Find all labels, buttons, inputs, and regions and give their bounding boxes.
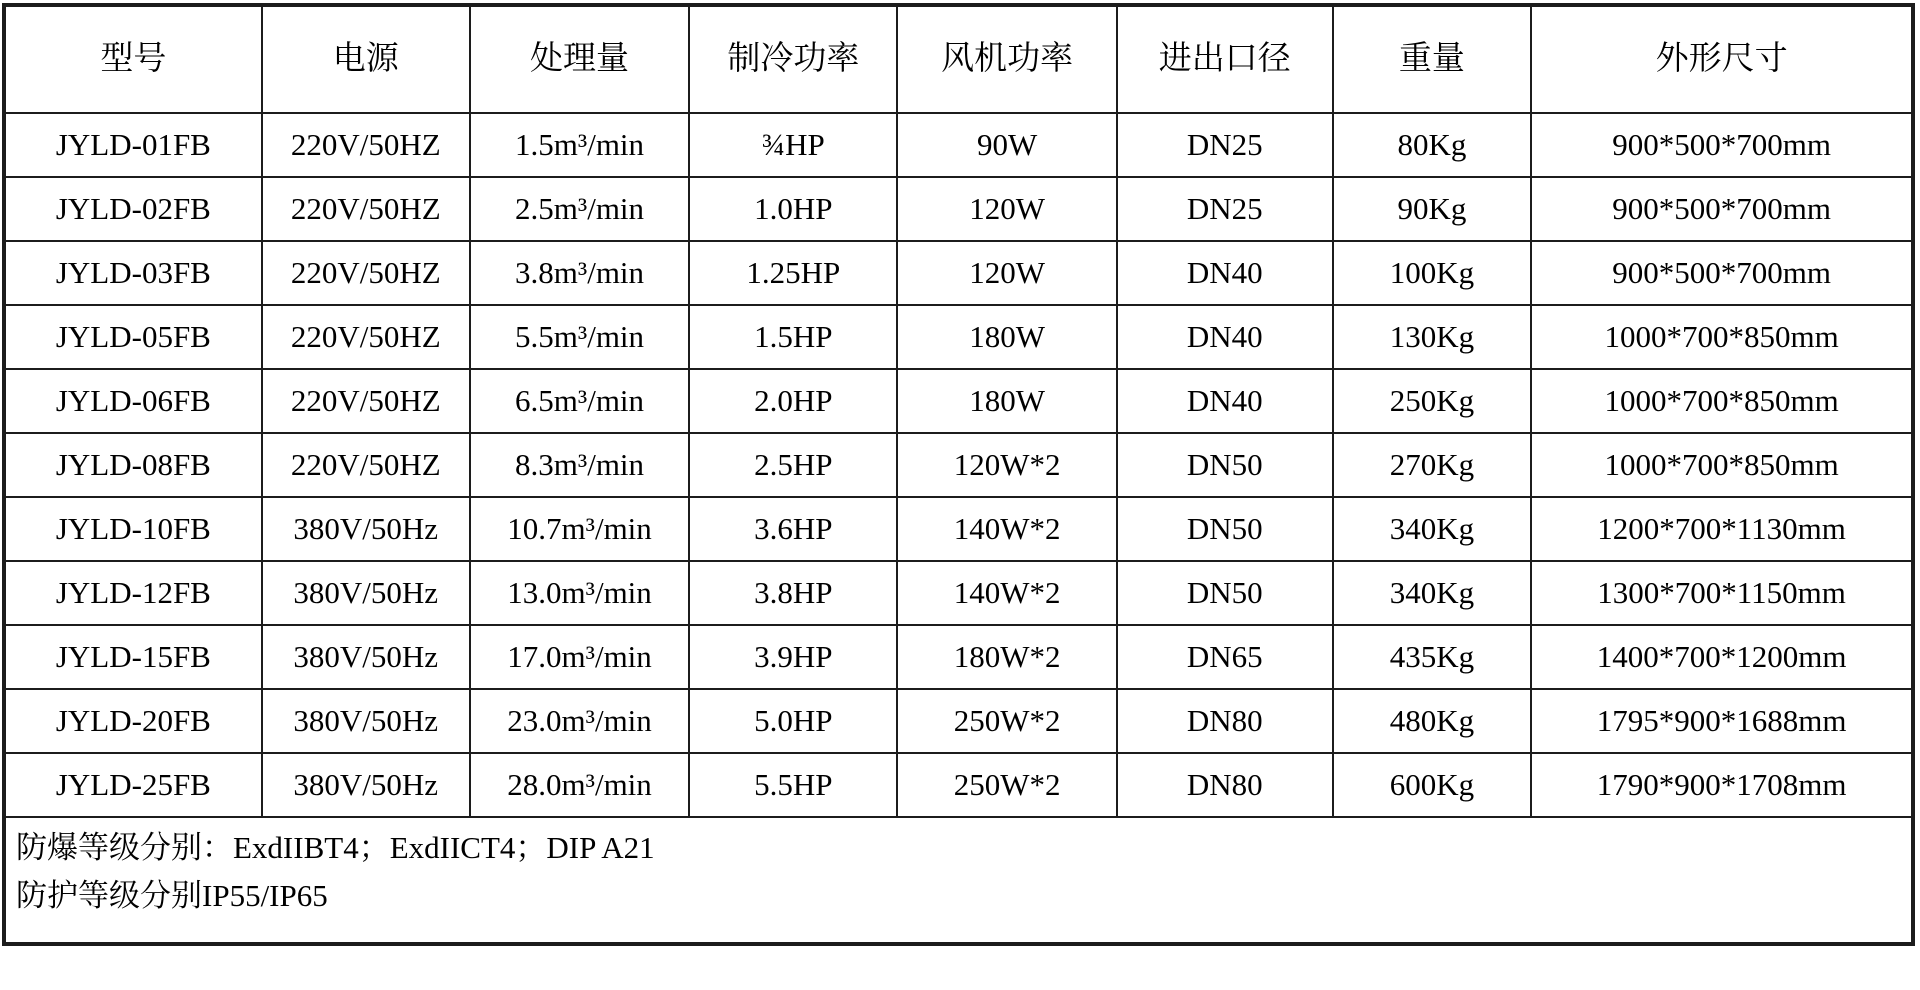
table-cell: 5.0HP [689, 689, 897, 753]
table-cell: 900*500*700mm [1531, 241, 1913, 305]
header-cell-3: 制冷功率 [689, 5, 897, 113]
table-cell: 140W*2 [897, 561, 1117, 625]
table-cell: 380V/50Hz [262, 561, 470, 625]
table-row [4, 177, 1913, 241]
table-row [4, 241, 1913, 305]
table-row [4, 753, 1913, 817]
table-cell: JYLD-25FB [4, 753, 262, 817]
table-cell: 220V/50HZ [262, 241, 470, 305]
table-cell: JYLD-10FB [4, 497, 262, 561]
table-cell: 435Kg [1333, 625, 1532, 689]
table-cell: 3.6HP [689, 497, 897, 561]
table-cell: 90Kg [1333, 177, 1532, 241]
table-cell: 270Kg [1333, 433, 1532, 497]
header-cell-2: 处理量 [470, 5, 690, 113]
table-cell: 250W*2 [897, 753, 1117, 817]
table-cell: JYLD-12FB [4, 561, 262, 625]
table-cell: DN40 [1117, 241, 1333, 305]
table-row [4, 113, 1913, 177]
table-cell: JYLD-08FB [4, 433, 262, 497]
table-cell: 1200*700*1130mm [1531, 497, 1913, 561]
table-cell: 380V/50Hz [262, 689, 470, 753]
spec-table-body [4, 113, 1913, 817]
table-cell: 1000*700*850mm [1531, 305, 1913, 369]
table-cell: 180W*2 [897, 625, 1117, 689]
table-cell: 28.0m³/min [470, 753, 690, 817]
header-cell-0: 型号 [4, 5, 262, 113]
table-cell: 380V/50Hz [262, 753, 470, 817]
table-cell: 1795*900*1688mm [1531, 689, 1913, 753]
table-cell: 1.5m³/min [470, 113, 690, 177]
header-cell-6: 重量 [1333, 5, 1532, 113]
table-cell: DN50 [1117, 433, 1333, 497]
table-cell: 120W [897, 241, 1117, 305]
table-cell: 380V/50Hz [262, 497, 470, 561]
table-cell: 120W*2 [897, 433, 1117, 497]
notes-cell [4, 817, 1913, 944]
table-cell: 1000*700*850mm [1531, 369, 1913, 433]
table-cell: 1.5HP [689, 305, 897, 369]
table-cell: 220V/50HZ [262, 433, 470, 497]
table-cell: ¾HP [689, 113, 897, 177]
table-cell: 13.0m³/min [470, 561, 690, 625]
spec-table-footer [4, 817, 1913, 944]
table-row [4, 689, 1913, 753]
table-cell: 3.9HP [689, 625, 897, 689]
table-cell: 130Kg [1333, 305, 1532, 369]
table-row [4, 369, 1913, 433]
table-cell: 220V/50HZ [262, 369, 470, 433]
table-cell: JYLD-05FB [4, 305, 262, 369]
table-cell: DN25 [1117, 113, 1333, 177]
table-cell: 250W*2 [897, 689, 1117, 753]
table-cell: 1.0HP [689, 177, 897, 241]
table-cell: 17.0m³/min [470, 625, 690, 689]
table-cell: 5.5HP [689, 753, 897, 817]
table-row [4, 625, 1913, 689]
protection-rating-note: 防护等级分别IP55/IP65 [16, 878, 328, 914]
table-cell: JYLD-15FB [4, 625, 262, 689]
table-cell: 2.0HP [689, 369, 897, 433]
table-cell: JYLD-01FB [4, 113, 262, 177]
table-cell: JYLD-20FB [4, 689, 262, 753]
table-cell: DN80 [1117, 689, 1333, 753]
table-cell: 1.25HP [689, 241, 897, 305]
table-cell: 140W*2 [897, 497, 1117, 561]
spec-table [2, 3, 1915, 946]
table-cell: JYLD-02FB [4, 177, 262, 241]
table-cell: 23.0m³/min [470, 689, 690, 753]
table-cell: 120W [897, 177, 1117, 241]
header-row [4, 5, 1913, 113]
table-cell: 2.5m³/min [470, 177, 690, 241]
header-cell-7: 外形尺寸 [1531, 5, 1913, 113]
table-cell: 340Kg [1333, 561, 1532, 625]
table-row [4, 497, 1913, 561]
table-cell: 900*500*700mm [1531, 113, 1913, 177]
spec-table-header [4, 5, 1913, 113]
table-cell: DN40 [1117, 305, 1333, 369]
table-cell: 2.5HP [689, 433, 897, 497]
table-cell: DN65 [1117, 625, 1333, 689]
table-cell: 1790*900*1708mm [1531, 753, 1913, 817]
table-cell: 5.5m³/min [470, 305, 690, 369]
explosion-proof-note: 防爆等级分别：ExdIIBT4；ExdIICT4；DIP A21 [16, 830, 655, 865]
table-cell: JYLD-06FB [4, 369, 262, 433]
table-cell: 6.5m³/min [470, 369, 690, 433]
table-cell: 380V/50Hz [262, 625, 470, 689]
table-cell: 900*500*700mm [1531, 177, 1913, 241]
table-cell: 480Kg [1333, 689, 1532, 753]
notes-row [4, 817, 1913, 944]
table-cell: DN50 [1117, 561, 1333, 625]
table-cell: DN80 [1117, 753, 1333, 817]
table-cell: DN25 [1117, 177, 1333, 241]
table-cell: 250Kg [1333, 369, 1532, 433]
table-cell: 180W [897, 369, 1117, 433]
table-cell: 1400*700*1200mm [1531, 625, 1913, 689]
table-cell: 1300*700*1150mm [1531, 561, 1913, 625]
table-cell: 220V/50HZ [262, 305, 470, 369]
table-cell: 3.8HP [689, 561, 897, 625]
table-cell: 3.8m³/min [470, 241, 690, 305]
table-cell: 1000*700*850mm [1531, 433, 1913, 497]
table-cell: 600Kg [1333, 753, 1532, 817]
header-cell-5: 进出口径 [1117, 5, 1333, 113]
table-cell: 8.3m³/min [470, 433, 690, 497]
table-row [4, 561, 1913, 625]
header-cell-4: 风机功率 [897, 5, 1117, 113]
table-cell: 340Kg [1333, 497, 1532, 561]
table-cell: DN40 [1117, 369, 1333, 433]
header-cell-1: 电源 [262, 5, 470, 113]
table-cell: 80Kg [1333, 113, 1532, 177]
table-cell: JYLD-03FB [4, 241, 262, 305]
table-row [4, 305, 1913, 369]
table-cell: 100Kg [1333, 241, 1532, 305]
table-cell: 220V/50HZ [262, 177, 470, 241]
table-cell: 90W [897, 113, 1117, 177]
table-cell: 220V/50HZ [262, 113, 470, 177]
table-cell: 10.7m³/min [470, 497, 690, 561]
table-row [4, 433, 1913, 497]
table-cell: 180W [897, 305, 1117, 369]
table-cell: DN50 [1117, 497, 1333, 561]
